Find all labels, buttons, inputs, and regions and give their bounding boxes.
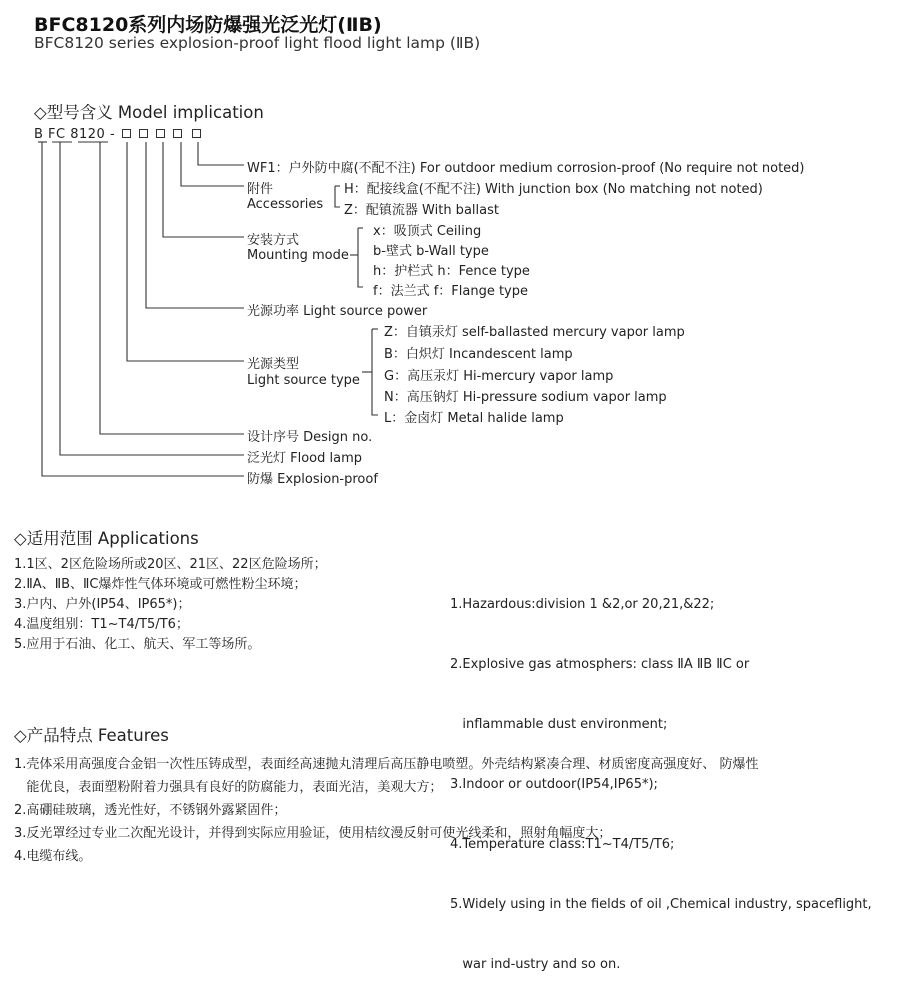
list-item: 2.Explosive gas atmosphers: class ⅡA ⅡB ⅡC or	[450, 657, 750, 672]
list-item: 5.Widely using in the fields of oil ,Chemical industry, spaceflight,	[450, 897, 872, 912]
features-list	[14, 753, 759, 868]
label-wf1: WF1：户外防中腐(不配不注) For outdoor medium corrosion-proof (No require not noted)	[247, 161, 805, 176]
features-heading: ◇产品特点 Features	[14, 726, 169, 745]
label-mounting-en: Mounting mode	[247, 248, 349, 263]
list-item: 1.1区、2区危险场所或20区、21区、22区危险场所；	[14, 557, 327, 572]
label-type-g: G：高压汞灯 Hi-mercury vapor lamp	[384, 369, 614, 384]
model-heading: ◇型号含义 Model implication	[34, 103, 264, 122]
list-item: 2.ⅡA、ⅡB、ⅡC爆炸性气体环境或可燃性粉尘环境；	[14, 577, 307, 592]
label-accessories-cn: 附件	[247, 182, 274, 197]
label-type-n: N：高压钠灯 Hi-pressure sodium vapor lamp	[384, 390, 667, 405]
list-item: 1.壳体采用高强度合金铝一次性压铸成型，表面经高速抛丸清理后高压静电喷塑。外壳结构紧凑合理、材质密度高强度好、 防爆性	[14, 757, 759, 772]
label-power: 光源功率 Light source power	[247, 304, 428, 319]
applications-cn-list	[14, 555, 327, 655]
label-accessories-en: Accessories	[247, 197, 324, 212]
list-item: 5.应用于石油、化工、航天、军工等场所。	[14, 637, 261, 652]
label-accessories-h: H：配接线盒(不配不注) With junction box (No matching not noted)	[344, 182, 763, 197]
list-item: 4.电缆布线。	[14, 849, 92, 864]
label-mounting-x: x：吸顶式 Ceiling	[373, 224, 482, 239]
list-item: 4.Temperature class:T1~T4/T5/T6;	[450, 837, 675, 852]
label-mounting-h: h：护栏式 h：Fence type	[373, 264, 530, 279]
label-type-z: Z：自镇汞灯 self-ballasted mercury vapor lamp	[384, 325, 685, 340]
label-mounting-b: b-壁式 b-Wall type	[373, 244, 489, 259]
label-type-cn: 光源类型	[247, 357, 300, 372]
applications-heading: ◇适用范围 Applications	[14, 529, 199, 548]
label-mounting-f: f：法兰式 f：Flange type	[373, 284, 529, 299]
list-item: 3.户内、户外(IP54、IP65*)；	[14, 597, 191, 612]
label-accessories-z: Z：配镇流器 With ballast	[344, 203, 499, 218]
page-subtitle: BFC8120 series explosion-proof light flood light lamp (ⅡB)	[34, 34, 481, 52]
list-item: war ind-ustry and so on.	[450, 957, 621, 972]
list-item: 3.反光罩经过专业二次配光设计，并得到实际应用验证，使用桔纹漫反射可使光线柔和，照射角幅度大；	[14, 826, 612, 841]
label-flood: 泛光灯 Flood lamp	[247, 451, 363, 466]
label-type-b: B：白炽灯 Incandescent lamp	[384, 347, 573, 362]
list-item: 3.Indoor or outdoor(IP54,IP65*);	[450, 777, 658, 792]
list-item: 能优良，表面塑粉附着力强具有良好的防腐能力，表面光洁，美观大方；	[14, 780, 443, 795]
list-item: inflammable dust environment;	[450, 717, 668, 732]
label-design: 设计序号 Design no.	[247, 430, 373, 445]
label-mounting-cn: 安装方式	[247, 233, 300, 248]
list-item: 1.Hazardous:division 1 &2,or 20,21,&22;	[450, 597, 715, 612]
label-type-en: Light source type	[247, 373, 360, 388]
model-code: B FC 8120 -	[34, 127, 116, 142]
list-item: 2.高硼硅玻璃，透光性好，不锈钢外露紧固件；	[14, 803, 287, 818]
list-item: 4.温度组别：T1~T4/T5/T6；	[14, 617, 189, 632]
page-title: BFC8120系列内场防爆强光泛光灯(ⅡB)	[34, 14, 382, 36]
label-explosion: 防爆 Explosion-proof	[247, 472, 378, 487]
label-type-l: L：金卤灯 Metal halide lamp	[384, 411, 564, 426]
